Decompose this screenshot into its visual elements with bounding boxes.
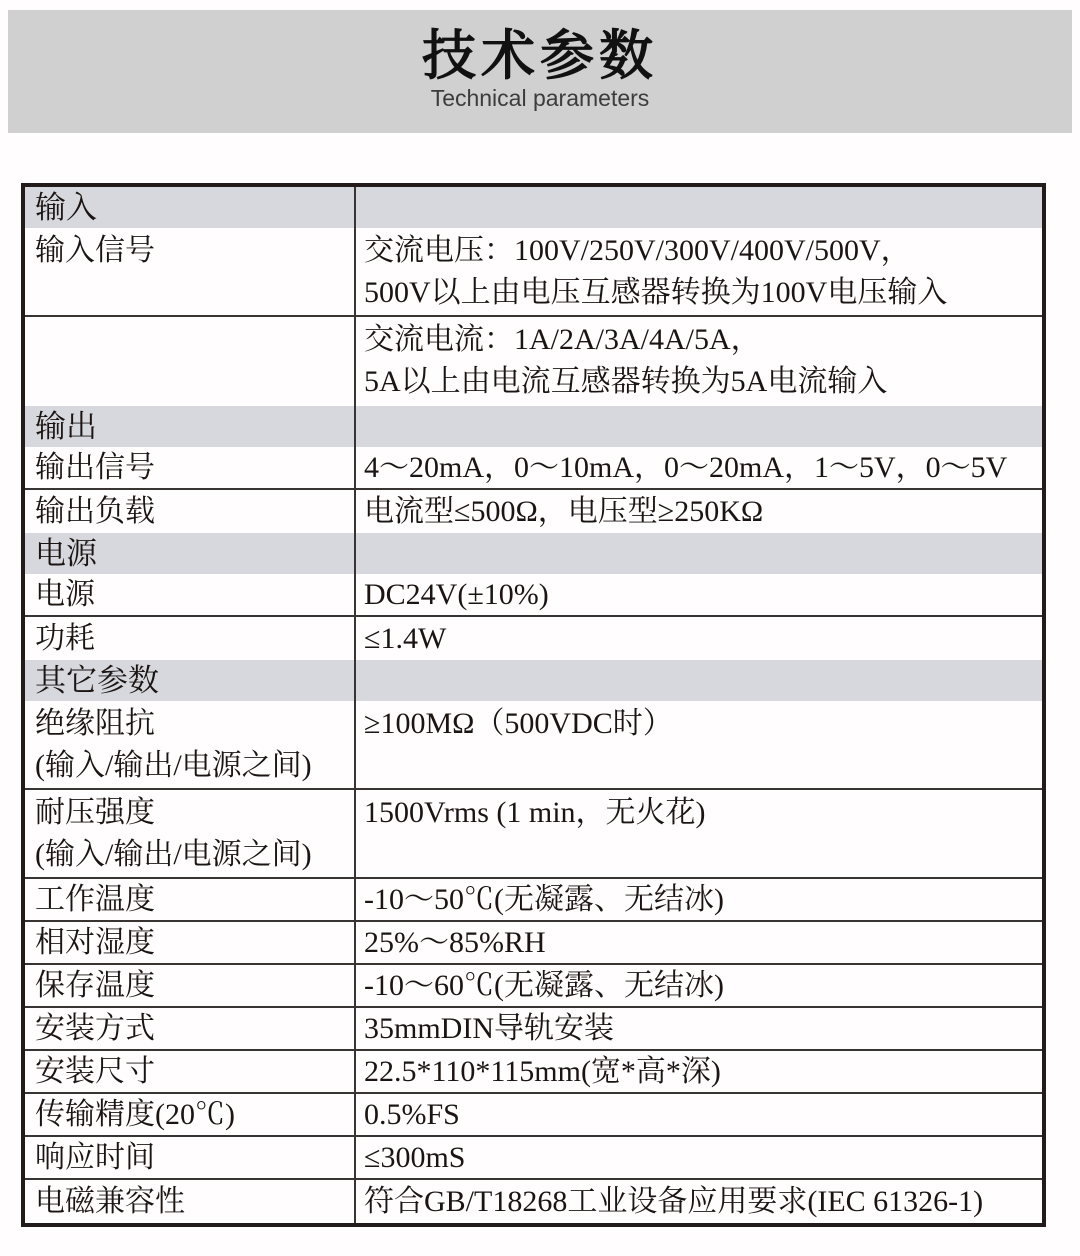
parameter-row [25, 490, 1042, 533]
section-title-cell [25, 406, 356, 447]
parameter-value: -10～50℃(无凝露、无结冰) [364, 882, 724, 916]
parameter-value-cell [356, 922, 1042, 963]
parameter-row [25, 965, 1042, 1008]
section-title: 电源 [35, 535, 97, 571]
parameter-row [25, 574, 1042, 617]
parameter-value: ≥100MΩ（500VDC时） [364, 707, 673, 740]
parameter-row [25, 1051, 1042, 1094]
parameter-value-cell [356, 317, 1042, 406]
parameter-value: -10～60℃(无凝露、无结冰) [364, 968, 724, 1002]
parameter-row [25, 317, 1042, 406]
section-title-cell [25, 660, 356, 701]
parameter-name-cell [25, 490, 356, 533]
parameter-value-cell [356, 447, 1042, 488]
parameter-value-cell [356, 1051, 1042, 1092]
parameter-value: 符合GB/T18268工业设备应用要求(IEC 61326-1) [364, 1184, 984, 1218]
section-title: 其它参数 [35, 662, 159, 698]
parameter-name-cell [25, 1051, 356, 1092]
parameter-value-cell [356, 228, 1042, 315]
parameter-name: 输入信号 [35, 234, 155, 267]
parameter-value: 22.5*110*115mm(宽*高*深) [364, 1054, 721, 1088]
parameter-row [25, 790, 1042, 879]
page-subtitle: Technical parameters [430, 84, 650, 111]
parameter-row [25, 1094, 1042, 1137]
section-header-row [25, 187, 1042, 228]
parameter-name-cell [25, 1008, 356, 1049]
parameter-value-cell [356, 533, 1042, 574]
section-header-row [25, 660, 1042, 701]
parameter-name-cell [25, 922, 356, 963]
parameter-value: DC24V(±10%) [364, 577, 549, 611]
parameter-name-cell [25, 790, 356, 877]
parameter-name-cell [25, 574, 356, 615]
parameter-value-cell [356, 790, 1042, 877]
parameter-value: 25%～85%RH [364, 925, 546, 959]
parameter-row [25, 228, 1042, 317]
parameter-name-cell [25, 1180, 356, 1223]
parameter-value-cell [356, 406, 1042, 447]
parameter-row [25, 617, 1042, 660]
parameter-name: 安装尺寸 [35, 1054, 155, 1088]
parameter-row [25, 701, 1042, 790]
parameter-value-cell [356, 1008, 1042, 1049]
parameter-value-cell [356, 1094, 1042, 1135]
parameter-name: 响应时间 [35, 1140, 155, 1174]
parameter-value: ≤1.4W [364, 621, 447, 655]
parameter-value-cell [356, 1137, 1042, 1178]
parameter-value: ≤300mS [364, 1140, 466, 1174]
parameter-value-cell [356, 879, 1042, 920]
parameter-name: 电磁兼容性 [35, 1184, 185, 1218]
section-title: 输入 [35, 189, 97, 225]
parameters-table [21, 183, 1046, 1227]
parameter-row [25, 1180, 1042, 1223]
header-banner [8, 10, 1072, 133]
parameter-value-cell [356, 490, 1042, 533]
section-title: 输出 [35, 408, 97, 444]
parameter-name: 传输精度(20℃) [35, 1097, 235, 1131]
parameter-value-cell [356, 660, 1042, 701]
parameter-name: 电源 [35, 577, 95, 611]
parameter-value-line2: 500V以上由电压互感器转换为100V电压输入 [364, 276, 948, 309]
parameter-value: 35mmDIN导轨安装 [364, 1011, 614, 1045]
parameter-value: 4～20mA，0～10mA，0～20mA，1～5V，0～5V [364, 450, 1008, 484]
section-header-row [25, 406, 1042, 447]
parameter-row [25, 1137, 1042, 1180]
parameter-row [25, 447, 1042, 490]
parameter-name: 输出信号 [35, 450, 155, 484]
parameter-name-line2: (输入/输出/电源之间) [35, 838, 312, 871]
parameter-row [25, 879, 1042, 922]
parameter-row [25, 922, 1042, 965]
parameter-name-cell [25, 317, 356, 406]
parameter-name: 输出负载 [35, 494, 155, 528]
parameter-value-cell [356, 617, 1042, 660]
parameter-name-cell [25, 1094, 356, 1135]
section-title-cell [25, 187, 356, 228]
parameter-name: 安装方式 [35, 1011, 155, 1045]
parameter-name-cell [25, 447, 356, 488]
parameter-name-cell [25, 879, 356, 920]
parameter-row [25, 1008, 1042, 1051]
parameter-name: 耐压强度 [35, 796, 155, 829]
parameter-value: 交流电压：100V/250V/300V/400V/500V， [364, 234, 911, 267]
section-header-row [25, 533, 1042, 574]
parameter-name: 相对湿度 [35, 925, 155, 959]
parameter-name: 绝缘阻抗 [35, 707, 155, 740]
parameter-name-cell [25, 1137, 356, 1178]
page-title: 技术参数 [422, 26, 658, 86]
parameter-name: 保存温度 [35, 968, 155, 1002]
parameter-value: 1500Vrms (1 min，无火花) [364, 796, 706, 829]
parameter-name: 功耗 [35, 621, 95, 655]
section-title-cell [25, 533, 356, 574]
parameter-value-line2: 5A以上由电流互感器转换为5A电流输入 [364, 365, 888, 398]
parameter-name-cell [25, 228, 356, 315]
parameter-name: 工作温度 [35, 882, 155, 916]
parameter-name-line2: (输入/输出/电源之间) [35, 749, 312, 782]
parameter-value-cell [356, 701, 1042, 788]
parameter-value-cell [356, 1180, 1042, 1223]
parameter-value-cell [356, 965, 1042, 1006]
parameter-value-cell [356, 187, 1042, 228]
parameter-name-cell [25, 701, 356, 788]
parameter-value: 电流型≤500Ω，电压型≥250KΩ [364, 494, 764, 528]
parameter-value: 交流电流：1A/2A/3A/4A/5A， [364, 323, 761, 356]
parameter-name-cell [25, 965, 356, 1006]
parameter-name-cell [25, 617, 356, 660]
parameter-value: 0.5%FS [364, 1097, 460, 1131]
parameter-value-cell [356, 574, 1042, 615]
